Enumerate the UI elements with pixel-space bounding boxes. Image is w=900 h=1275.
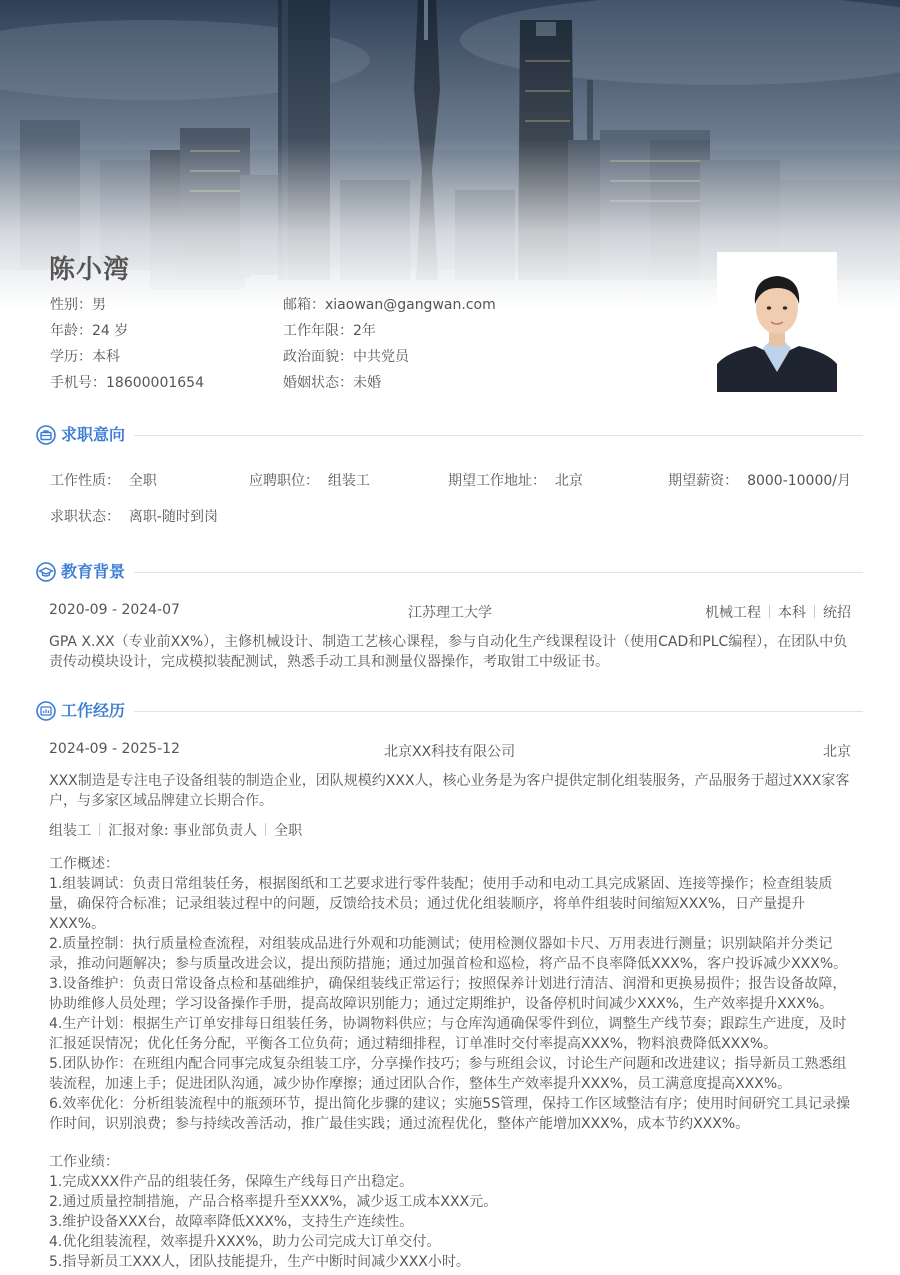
location-value: 北京 xyxy=(554,473,583,489)
age-value: 24 岁 xyxy=(92,323,129,339)
achievement-item: 2.通过质量控制措施，产品合格率提升至XXX%，减少返工成本XXX元。 xyxy=(49,1194,498,1210)
work-city: 北京 xyxy=(823,744,851,760)
achievement-item: 4.优化组装流程，效率提升XXX%，助力公司完成大订单交付。 xyxy=(49,1234,441,1250)
section-divider xyxy=(134,435,863,436)
separator xyxy=(814,605,815,618)
separator xyxy=(265,823,266,836)
education-label: 学历： xyxy=(50,349,92,365)
email-row xyxy=(283,292,496,318)
job-type-field xyxy=(50,470,157,490)
marital-value: 未婚 xyxy=(353,375,381,391)
role: 组装工 xyxy=(49,823,91,839)
company-name: 北京XX科技有限公司 xyxy=(384,744,516,760)
education-description: GPA X.XX（专业前XX%），主修机械设计、制造工艺核心课程，参与自动化生产线课程设计（使用CAD和PLC编程），在团队中负责传动模块设计，完成模拟装配测试，熟悉手动工具和测量仪器操作，考取钳工中级证书。 xyxy=(49,634,848,670)
salary-label: 期望薪资： xyxy=(668,473,739,489)
politics-row xyxy=(283,344,496,370)
chart-icon xyxy=(36,701,56,721)
separator xyxy=(99,823,100,836)
politics-value: 中共党员 xyxy=(353,349,409,365)
job-status-label: 求职状态： xyxy=(50,509,120,525)
school-name: 江苏理工大学 xyxy=(408,605,492,621)
job-intent-section-header xyxy=(36,423,863,447)
work-achievements xyxy=(49,1152,854,1272)
politics-label: 政治面貌： xyxy=(283,349,353,365)
salary-field xyxy=(668,470,851,490)
role-details xyxy=(49,820,302,840)
overview-item: 3.设备维护：负责日常设备点检和基础维护，确保组装线正常运行；按照保养计划进行清洁、润滑和更换易损件；报告设备故障，协助维修人员处理；学习设备操作手册，提高故障识别能力；通过定期维护，设备停机时间减少XXX%，生产效率提升XXX%。 xyxy=(49,976,847,1012)
position-field xyxy=(249,470,370,490)
achievement-item: 5.指导新员工XXX人，团队技能提升，生产中断时间减少XXX小时。 xyxy=(49,1254,470,1270)
position-value: 组装工 xyxy=(327,473,370,489)
briefcase-icon xyxy=(36,425,56,445)
major: 机械工程 xyxy=(705,605,761,621)
phone-row xyxy=(50,370,204,396)
location-field xyxy=(448,470,583,490)
achievement-item: 1.完成XXX件产品的组装任务，保障生产线每日产出稳定。 xyxy=(49,1174,414,1190)
work-section-header xyxy=(36,699,863,723)
gender-row xyxy=(50,292,204,318)
degree: 本科 xyxy=(778,605,806,621)
age-label: 年龄： xyxy=(50,323,92,339)
company-description: XXX制造是专注电子设备组装的制造企业，团队规模约XXX人，核心业务是为客户提供定制化组装服务，产品服务于超过XXX家客户，与多家区域品牌建立长期合作。 xyxy=(49,773,850,809)
gender-label: 性别： xyxy=(50,297,92,313)
separator xyxy=(769,605,770,618)
overview-item: 1.组装调试：负责日常组装任务，根据图纸和工艺要求进行零件装配；使用手动和电动工具完成紧固、连接等操作；检查组装质量，确保符合标准；记录组装过程中的问题，反馈给技术员；通过优化组装顺序，将单件组装时间缩短XXX%，日产量提升XXX%。 xyxy=(49,876,833,932)
education-title: 教育背景 xyxy=(61,562,126,581)
section-divider xyxy=(134,711,863,712)
job-status-value: 离职-随时到岗 xyxy=(128,509,218,525)
work-overview xyxy=(49,854,854,1134)
email-label: 邮箱： xyxy=(283,297,325,313)
work-years-label: 工作年限： xyxy=(283,323,353,339)
graduation-cap-icon xyxy=(36,562,56,582)
job-type-label: 工作性质： xyxy=(50,473,120,489)
basic-info-left xyxy=(50,292,204,396)
employment-type: 全职 xyxy=(274,823,303,839)
location-label: 期望工作地址： xyxy=(448,473,546,489)
gender-value: 男 xyxy=(92,297,106,313)
education-period: 2020-09 - 2024-07 xyxy=(49,602,180,618)
achievements-title: 工作业绩： xyxy=(49,1154,119,1170)
report-to: 汇报对象: 事业部负责人 xyxy=(108,823,258,839)
job-intent-title: 求职意向 xyxy=(61,425,126,444)
candidate-name: 陈小湾 xyxy=(49,255,131,285)
marital-row xyxy=(283,370,496,396)
phone-label: 手机号： xyxy=(50,375,106,391)
overview-item: 6.效率优化：分析组装流程中的瓶颈环节，提出简化步骤的建议；实施5S管理，保持工作区域整洁有序；使用时间研究工具记录操作时间，识别浪费；参与持续改善活动，推广最佳实践；通过流程优化，整体产能增加XXX%，成本节约XXX%。 xyxy=(49,1096,851,1132)
email-value: xiaowan@gangwan.com xyxy=(325,297,496,313)
work-title: 工作经历 xyxy=(61,701,126,720)
overview-item: 5.团队协作：在班组内配合同事完成复杂组装工序，分享操作技巧；参与班组会议，讨论生产问题和改进建议；指导新员工熟悉组装流程，加速上手；促进团队沟通，减少协作摩擦；通过团队合作，整体生产效率提升XXX%，员工满意度提高XXX%。 xyxy=(49,1056,847,1092)
overview-item: 4.生产计划：根据生产订单安排每日组装任务，协调物料供应；与仓库沟通确保零件到位，调整生产线节奏；跟踪生产进度，及时汇报延误情况；优化任务分配，平衡各工位负荷；通过精细排程，订单准时交付率提高XXX%，物料浪费降低XXX%。 xyxy=(49,1016,847,1052)
work-years-row xyxy=(283,318,496,344)
education-value: 本科 xyxy=(92,349,120,365)
marital-label: 婚姻状态： xyxy=(283,375,353,391)
achievement-item: 3.维护设备XXX台，故障率降低XXX%，支持生产连续性。 xyxy=(49,1214,414,1230)
portrait-image xyxy=(717,252,837,392)
enrollment-type: 统招 xyxy=(823,605,851,621)
phone-value: 18600001654 xyxy=(106,375,204,391)
section-divider xyxy=(134,572,863,573)
overview-item: 2.质量控制：执行质量检查流程，对组装成品进行外观和功能测试；使用检测仪器如卡尺、万用表进行测量；识别缺陷并分类记录，推动问题解决；参与质量改进会议，提出预防措施；通过加强首检和巡检，将产品不良率降低XXX%，客户投诉减少XXX%。 xyxy=(49,936,848,972)
salary-value: 8000-10000/月 xyxy=(747,473,851,489)
education-section-header xyxy=(36,560,863,584)
education-row xyxy=(50,344,204,370)
profile-photo xyxy=(717,252,837,392)
work-years-value: 2年 xyxy=(353,323,376,339)
job-type-value: 全职 xyxy=(128,473,157,489)
overview-title: 工作概述： xyxy=(49,856,119,872)
basic-info-right xyxy=(283,292,496,396)
job-status-field xyxy=(50,506,218,526)
age-row xyxy=(50,318,204,344)
work-period: 2024-09 - 2025-12 xyxy=(49,741,180,757)
position-label: 应聘职位： xyxy=(249,473,319,489)
education-details xyxy=(705,602,851,622)
